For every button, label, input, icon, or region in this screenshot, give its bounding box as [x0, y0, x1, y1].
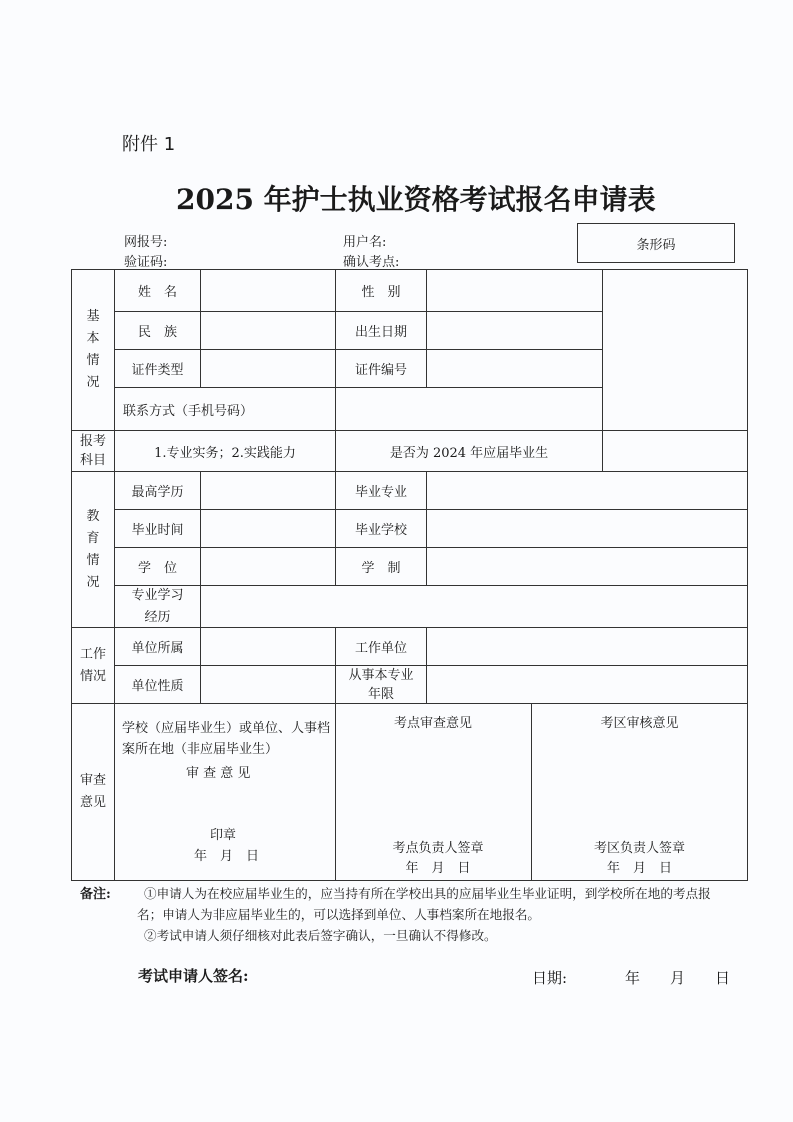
web-no-label: 网报号:	[124, 235, 168, 250]
education-section-label: 教 育 情 况	[71, 471, 115, 628]
school-label: 毕业学校	[335, 509, 427, 548]
employer-field[interactable]	[426, 627, 748, 666]
name-field[interactable]	[200, 269, 336, 312]
username-label: 用户名:	[343, 235, 387, 250]
note-1: ①申请人为在校应届毕业生的，应当持有所在学校出具的应届毕业生毕业证明，到学校所在地的考点报	[144, 886, 711, 901]
study-history-label: 专业学习 经历	[114, 585, 201, 628]
years-label: 从事本专业 年限	[335, 665, 427, 704]
grad-time-field[interactable]	[200, 509, 336, 548]
barcode-box: 条形码	[577, 223, 735, 263]
contact-label: 联系方式（手机号码）	[114, 387, 336, 431]
page-title: 2025 年护士执业资格考试报名申请表	[176, 183, 656, 216]
ethnicity-label: 民 族	[114, 311, 201, 350]
affiliation-label: 单位所属	[114, 627, 201, 666]
work-section-label: 工作 情况	[71, 627, 115, 704]
years-field[interactable]	[426, 665, 748, 704]
contact-field[interactable]	[335, 387, 603, 431]
grad-time-label: 毕业时间	[114, 509, 201, 548]
attachment-label: 附件 1	[122, 134, 176, 155]
subjects-text: 1.专业实务；2.实践能力	[114, 430, 336, 472]
nature-label: 单位性质	[114, 665, 201, 704]
photo-box	[602, 269, 748, 431]
school-review-date: 年 月 日	[194, 849, 260, 864]
graduate-question: 是否为 2024 年应届毕业生	[335, 430, 603, 472]
subject-section-label: 报考 科目	[71, 430, 115, 472]
review-section-label: 审查 意见	[71, 703, 115, 881]
ethnicity-field[interactable]	[200, 311, 336, 350]
school-review-text: 学校（应届毕业生）或单位、人事档案所在地（非应届毕业生）	[122, 721, 331, 757]
degree-label: 学 位	[114, 547, 201, 586]
gender-field[interactable]	[426, 269, 603, 312]
major-field[interactable]	[426, 471, 748, 510]
name-label: 姓 名	[114, 269, 201, 312]
footer-date-value: 年 月 日	[625, 969, 731, 987]
id-type-field[interactable]	[200, 349, 336, 388]
school-review-title: 审 查 意 见	[186, 766, 251, 781]
id-type-label: 证件类型	[114, 349, 201, 388]
seal-label: 印章	[210, 828, 237, 843]
graduate-field[interactable]	[602, 430, 748, 472]
note-2: ②考试申请人须仔细核对此表后签字确认，一旦确认不得修改。	[144, 928, 497, 943]
length-label: 学 制	[335, 547, 427, 586]
nature-field[interactable]	[200, 665, 336, 704]
district-review-title: 考区审核意见	[600, 716, 679, 731]
birth-field[interactable]	[426, 311, 603, 350]
site-review-title: 考点审查意见	[393, 716, 472, 731]
id-no-label: 证件编号	[335, 349, 427, 388]
confirm-site-label: 确认考点:	[343, 255, 400, 270]
study-history-field[interactable]	[200, 585, 748, 628]
highest-edu-field[interactable]	[200, 471, 336, 510]
gender-label: 性 别	[335, 269, 427, 312]
id-no-field[interactable]	[426, 349, 603, 388]
degree-field[interactable]	[200, 547, 336, 586]
district-review-date: 年 月 日	[606, 861, 672, 876]
affiliation-field[interactable]	[200, 627, 336, 666]
notes-label: 备注:	[80, 887, 111, 902]
site-sign-label: 考点负责人签章	[392, 841, 484, 856]
school-field[interactable]	[426, 509, 748, 548]
major-label: 毕业专业	[335, 471, 427, 510]
applicant-signature-label: 考试申请人签名:	[138, 967, 249, 985]
length-field[interactable]	[426, 547, 748, 586]
basic-section-label: 基 本 情 况	[71, 269, 115, 431]
highest-edu-label: 最高学历	[114, 471, 201, 510]
birth-label: 出生日期	[335, 311, 427, 350]
site-review-date: 年 月 日	[405, 861, 471, 876]
employer-label: 工作单位	[335, 627, 427, 666]
footer-date-label: 日期:	[532, 969, 568, 987]
district-sign-label: 考区负责人签章	[593, 841, 685, 856]
note-1-cont: 名；申请人为非应届毕业生的，可以选择到单位、人事档案所在地报名。	[137, 907, 540, 922]
verify-code-label: 验证码:	[124, 255, 168, 270]
